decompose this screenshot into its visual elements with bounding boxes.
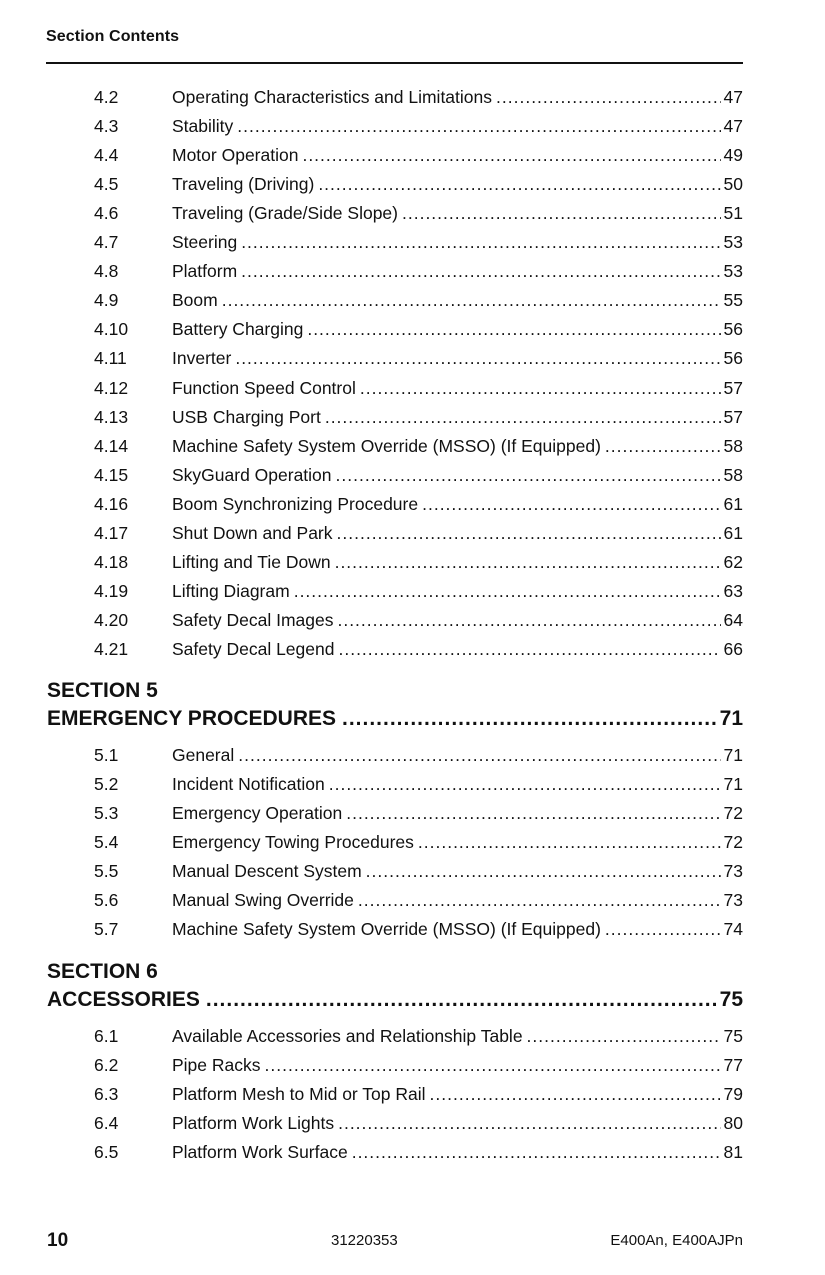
toc-entry-page: 72 xyxy=(723,803,743,824)
dot-leader xyxy=(352,1139,721,1165)
toc-entry-title: Operating Characteristics and Limitations xyxy=(172,87,493,107)
toc-entry-title: Stability xyxy=(172,116,234,137)
dot-leader xyxy=(430,1081,721,1107)
toc-entry-number: 6.1 xyxy=(94,1026,119,1046)
toc-entry-page: 73 xyxy=(723,861,743,882)
toc-entry-number: 4.2 xyxy=(94,87,119,107)
toc-entry-title: Incident Notification xyxy=(172,774,325,795)
toc-entry-number: 4.4 xyxy=(94,145,119,166)
toc-entry[interactable] xyxy=(94,171,743,197)
section-5-heading[interactable] xyxy=(47,704,743,734)
toc-entry-page: 74 xyxy=(723,919,743,940)
toc-entry-title: Safety Decal Legend xyxy=(172,638,335,659)
dot-leader xyxy=(294,578,721,604)
page-header-title: Section Contents xyxy=(46,28,180,45)
toc-entry-title: USB Charging Port xyxy=(172,406,321,427)
toc-entry-page: 71 xyxy=(723,745,743,765)
toc-entry-number: 5.2 xyxy=(94,774,119,795)
dot-leader xyxy=(325,404,721,430)
dot-leader xyxy=(605,916,721,942)
toc-entry[interactable] xyxy=(94,404,743,430)
toc-entry-page: 47 xyxy=(723,116,743,137)
dot-leader xyxy=(527,1023,721,1049)
toc-entry-number: 5.5 xyxy=(94,861,119,882)
toc-entry[interactable] xyxy=(94,1139,743,1165)
toc-entry-number: 4.19 xyxy=(94,580,129,601)
dot-leader xyxy=(335,549,721,575)
toc-entry[interactable] xyxy=(94,1081,743,1107)
toc-entry[interactable] xyxy=(94,771,743,797)
dot-leader xyxy=(237,113,720,139)
dot-leader xyxy=(358,887,721,913)
toc-entry-title: Lifting Diagram xyxy=(172,580,290,601)
toc-entry[interactable] xyxy=(94,113,743,139)
toc-entry-title: Platform Work Lights xyxy=(172,1113,335,1134)
dot-leader xyxy=(422,491,720,517)
toc-entry-title: Manual Descent System xyxy=(172,861,362,882)
section-5-page: 71 xyxy=(719,707,743,730)
toc-entry-number: 4.14 xyxy=(94,435,129,456)
toc-entry-page: 71 xyxy=(723,774,743,795)
toc-entry-number: 4.13 xyxy=(94,406,129,427)
toc-entry-title: Machine Safety System Override (MSSO) (If Equipped) xyxy=(172,435,601,456)
dot-leader xyxy=(338,1110,720,1136)
toc-entry[interactable] xyxy=(94,858,743,884)
toc-entry-page: 56 xyxy=(723,348,743,369)
toc-entry[interactable] xyxy=(94,433,743,459)
section-5-label: SECTION 5 xyxy=(47,679,158,702)
toc-entry-page: 57 xyxy=(723,406,743,427)
toc-entry-number: 5.6 xyxy=(94,890,119,911)
toc-entry[interactable] xyxy=(94,742,743,768)
toc-entry[interactable] xyxy=(94,316,743,342)
toc-entry[interactable] xyxy=(94,345,743,371)
toc-entry[interactable] xyxy=(94,1110,743,1136)
toc-entry-number: 4.17 xyxy=(94,522,129,543)
toc-entry[interactable] xyxy=(94,916,743,942)
footer-page-number: 10 xyxy=(47,1230,69,1251)
toc-entry[interactable] xyxy=(94,1052,743,1078)
toc-entry[interactable] xyxy=(94,636,743,662)
dot-leader xyxy=(336,462,721,488)
dot-leader xyxy=(206,985,716,1015)
toc-entry-page: 75 xyxy=(723,1026,743,1046)
toc-entry-title: Boom Synchronizing Procedure xyxy=(172,493,419,514)
toc-entry-title: Inverter xyxy=(172,348,232,369)
dot-leader xyxy=(366,858,721,884)
dot-leader xyxy=(241,229,720,255)
toc-entry[interactable] xyxy=(94,462,743,488)
dot-leader xyxy=(337,520,721,546)
toc-entry-page: 77 xyxy=(723,1055,743,1076)
toc-entry[interactable] xyxy=(94,491,743,517)
header-divider xyxy=(46,62,743,64)
toc-entry[interactable] xyxy=(94,142,743,168)
dot-leader xyxy=(342,704,716,734)
toc-entry-number: 5.3 xyxy=(94,803,119,824)
toc-entry-page: 62 xyxy=(723,551,743,572)
toc-entry[interactable] xyxy=(94,800,743,826)
toc-entry-number: 4.10 xyxy=(94,319,129,340)
dot-leader xyxy=(307,316,720,342)
toc-entry-title: Platform xyxy=(172,261,238,282)
toc-entry-number: 6.4 xyxy=(94,1113,119,1134)
section-6-title: ACCESSORIES xyxy=(47,988,200,1011)
toc-entry[interactable] xyxy=(94,258,743,284)
toc-entry[interactable] xyxy=(94,1023,743,1049)
toc-entry[interactable] xyxy=(94,200,743,226)
toc-entry-title: Platform Work Surface xyxy=(172,1142,348,1163)
toc-entry-number: 4.7 xyxy=(94,232,119,253)
toc-entry-page: 50 xyxy=(723,174,743,195)
footer-doc-number: 31220353 xyxy=(331,1232,398,1249)
dot-leader xyxy=(402,200,721,226)
toc-entry-title: Available Accessories and Relationship Table xyxy=(172,1026,523,1046)
toc-entry-title: Traveling (Grade/Side Slope) xyxy=(172,203,398,224)
toc-entry[interactable] xyxy=(94,578,743,604)
section-6-heading[interactable] xyxy=(47,985,743,1015)
dot-leader xyxy=(496,84,721,110)
toc-entry-page: 57 xyxy=(723,377,743,398)
toc-entry-page: 61 xyxy=(723,522,743,543)
toc-entry-number: 4.21 xyxy=(94,638,129,659)
toc-entry-number: 4.9 xyxy=(94,290,119,311)
toc-entry-page: 79 xyxy=(723,1084,743,1105)
dot-leader xyxy=(338,636,720,662)
toc-entry-page: 72 xyxy=(723,832,743,853)
dot-leader xyxy=(241,258,720,284)
toc-entry[interactable] xyxy=(94,287,743,313)
toc-entry[interactable] xyxy=(94,520,743,546)
toc-entry-title: Traveling (Driving) xyxy=(172,174,315,195)
dot-leader xyxy=(337,607,720,633)
toc-entry-page: 73 xyxy=(723,890,743,911)
toc-entry[interactable] xyxy=(94,84,743,110)
toc-entry-number: 4.20 xyxy=(94,609,129,630)
toc-entry-title: Emergency Towing Procedures xyxy=(172,832,414,853)
toc-entry-number: 6.3 xyxy=(94,1084,119,1105)
toc-entry[interactable] xyxy=(94,887,743,913)
toc-entry-page: 64 xyxy=(723,609,743,630)
footer-model: E400An, E400AJPn xyxy=(610,1232,743,1249)
dot-leader xyxy=(318,171,720,197)
toc-entry-title: SkyGuard Operation xyxy=(172,464,332,485)
toc-entry-title: Emergency Operation xyxy=(172,803,343,824)
dot-leader xyxy=(605,433,721,459)
toc-entry-number: 4.8 xyxy=(94,261,119,282)
toc-entry-page: 47 xyxy=(723,87,743,107)
toc-entry-page: 53 xyxy=(723,232,743,253)
toc-entry-number: 4.5 xyxy=(94,174,119,195)
section-6-label: SECTION 6 xyxy=(47,960,158,983)
dot-leader xyxy=(235,345,720,371)
toc-entry-title: General xyxy=(172,745,235,765)
toc-entry-number: 4.12 xyxy=(94,377,129,398)
toc-entry-number: 4.16 xyxy=(94,493,129,514)
toc-entry-number: 5.7 xyxy=(94,919,119,940)
toc-entry-number: 4.3 xyxy=(94,116,119,137)
toc-entry-title: Platform Mesh to Mid or Top Rail xyxy=(172,1084,426,1105)
dot-leader xyxy=(238,742,720,768)
toc-entry-page: 56 xyxy=(723,319,743,340)
dot-leader xyxy=(360,375,721,401)
toc-entry-title: Boom xyxy=(172,290,218,311)
toc-entry-number: 4.18 xyxy=(94,551,129,572)
toc-entry-title: Pipe Racks xyxy=(172,1055,261,1076)
toc-entry[interactable] xyxy=(94,607,743,633)
toc-entry-page: 66 xyxy=(723,638,743,659)
toc-entry-title: Function Speed Control xyxy=(172,377,356,398)
toc-entry-title: Machine Safety System Override (MSSO) (If Equipped) xyxy=(172,919,601,940)
toc-entry-number: 6.5 xyxy=(94,1142,119,1163)
toc-entry-page: 58 xyxy=(723,435,743,456)
toc-entry-title: Lifting and Tie Down xyxy=(172,551,331,572)
toc-entry-title: Battery Charging xyxy=(172,319,304,340)
toc-entry-number: 4.11 xyxy=(94,348,127,369)
dot-leader xyxy=(265,1052,721,1078)
toc-entry[interactable] xyxy=(94,829,743,855)
toc-entry-title: Shut Down and Park xyxy=(172,522,333,543)
toc-entry-page: 61 xyxy=(723,493,743,514)
toc-entry-page: 58 xyxy=(723,464,743,485)
toc-entry-page: 63 xyxy=(723,580,743,601)
dot-leader xyxy=(346,800,720,826)
toc-entry-title: Motor Operation xyxy=(172,145,299,166)
toc-entry-title: Manual Swing Override xyxy=(172,890,354,911)
dot-leader xyxy=(418,829,721,855)
toc-entry[interactable] xyxy=(94,549,743,575)
toc-entry-number: 6.2 xyxy=(94,1055,119,1076)
toc-entry-number: 5.4 xyxy=(94,832,119,853)
toc-entry-title: Steering xyxy=(172,232,238,253)
section-5-title: EMERGENCY PROCEDURES xyxy=(47,707,336,730)
toc-entry-title: Safety Decal Images xyxy=(172,609,334,630)
toc-entry-number: 4.6 xyxy=(94,203,119,224)
toc-entry-page: 51 xyxy=(723,203,743,224)
dot-leader xyxy=(302,142,720,168)
toc-entry-page: 53 xyxy=(723,261,743,282)
dot-leader xyxy=(222,287,721,313)
toc-entry[interactable] xyxy=(94,229,743,255)
toc-entry-page: 55 xyxy=(723,290,743,311)
toc-entry-number: 5.1 xyxy=(94,745,119,765)
toc-entry[interactable] xyxy=(94,375,743,401)
toc-entry-page: 80 xyxy=(723,1113,743,1134)
dot-leader xyxy=(329,771,721,797)
toc-entry-page: 81 xyxy=(723,1142,743,1163)
section-6-page: 75 xyxy=(719,988,743,1011)
toc-entry-page: 49 xyxy=(723,145,743,166)
toc-entry-number: 4.15 xyxy=(94,464,129,485)
